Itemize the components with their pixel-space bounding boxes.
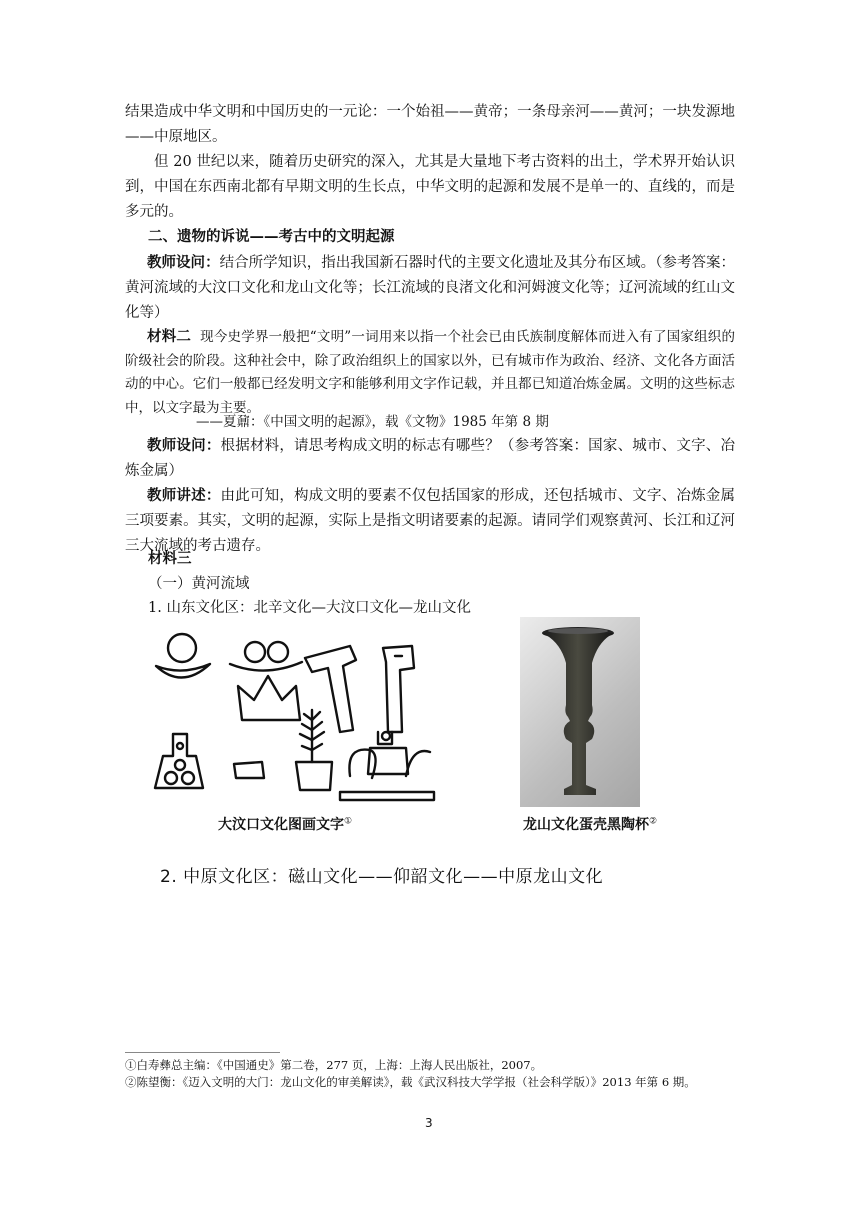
material-2-text: 现今史学界一般把“文明”一词用来以指一个社会已由氏族制度解体而进入有了国家组织的阶级社会的阶段。这种社会中，除了政治组织上的国家以外，已有城市作为政治、经济、文化各方面活动的中心。它们一般都已经发明文字和能够利用文字作记载，并且都已知道冶炼金属。文明的这些标志中，以文字最为主要。 xyxy=(125,329,735,416)
cup-silhouette xyxy=(520,617,640,807)
caption-cup xyxy=(523,814,657,834)
item-central-plains: 2. 中原文化区：磁山文化——仰韶文化——中原龙山文化 xyxy=(160,867,604,887)
footnote-ref-1[interactable]: ① xyxy=(344,816,353,827)
footnote-divider xyxy=(125,1052,280,1053)
section-heading: 二、遗物的诉说——考古中的文明起源 xyxy=(148,229,395,245)
teacher-question-2-label: 教师设问： xyxy=(147,438,221,454)
teacher-lecture-label: 教师讲述： xyxy=(147,488,221,504)
footnote-2: ②陈望衡：《迈入文明的大门：龙山文化的审美解读》，载《武汉科技大学学报（社会科学版）》2013 年第 6 期。 xyxy=(125,1075,696,1089)
material-2 xyxy=(125,326,735,420)
page-number: 3 xyxy=(425,1116,433,1130)
caption-cup-text: 龙山文化蛋壳黑陶杯 xyxy=(523,817,649,833)
material-2-label: 材料二 xyxy=(147,329,192,345)
teacher-question-2-text: 根据材料，请思考构成文明的标志有哪些？（参考答案：国家、城市、文字、冶炼金属） xyxy=(125,438,736,479)
material-2-source: ——夏鼐：《中国文明的起源》，载《文物》1985 年第 8 期 xyxy=(196,414,549,430)
dawenkou-pictographs-image xyxy=(150,628,440,808)
item-shandong: 1. 山东文化区：北辛文化—大汶口文化—龙山文化 xyxy=(148,600,471,616)
paragraph-monism: 结果造成中华文明和中国历史的一元论：一个始祖——黄帝；一条母亲河——黄河；一块发源地——中原地区。 xyxy=(125,104,735,145)
teacher-question-1 xyxy=(125,251,735,326)
teacher-question-text: 结合所学知识，指出我国新石器时代的主要文化遗址及其分布区域。（参考答案：黄河流域的大汶口文化和龙山文化等；长江流域的良渚文化和河姆渡文化等；辽河流域的红山文化等） xyxy=(125,255,735,321)
footnote-1: ①白寿彝总主编：《中国通史》第二卷，277 页，上海：上海人民出版社，2007。 xyxy=(125,1058,543,1072)
caption-pictographs xyxy=(218,814,352,834)
teacher-question-2 xyxy=(125,434,735,484)
caption-pictographs-text: 大汶口文化图画文字 xyxy=(218,817,344,833)
subsection-yellow-river: （一）黄河流域 xyxy=(148,576,250,592)
teacher-lecture xyxy=(125,484,735,559)
teacher-lecture-text: 由此可知，构成文明的要素不仅包括国家的形成，还包括城市、文字、冶炼金属三项要素。其实，文明的起源，实际上是指文明诸要素的起源。请同学们观察黄河、长江和辽河三大流域的考古遗存。 xyxy=(125,488,736,554)
footnote-ref-2[interactable]: ② xyxy=(649,816,658,827)
material-3-label: 材料三 xyxy=(148,551,192,567)
paragraph-pluralism: 但 20 世纪以来，随着历史研究的深入，尤其是大量地下考古资料的出土，学术界开始认识到，中国在东西南北都有早期文明的生长点，中华文明的起源和发展不是单一的、直线的，而是多元的。 xyxy=(125,154,735,220)
teacher-question-label: 教师设问： xyxy=(147,255,220,271)
longshan-eggshell-cup-photo xyxy=(520,617,640,807)
